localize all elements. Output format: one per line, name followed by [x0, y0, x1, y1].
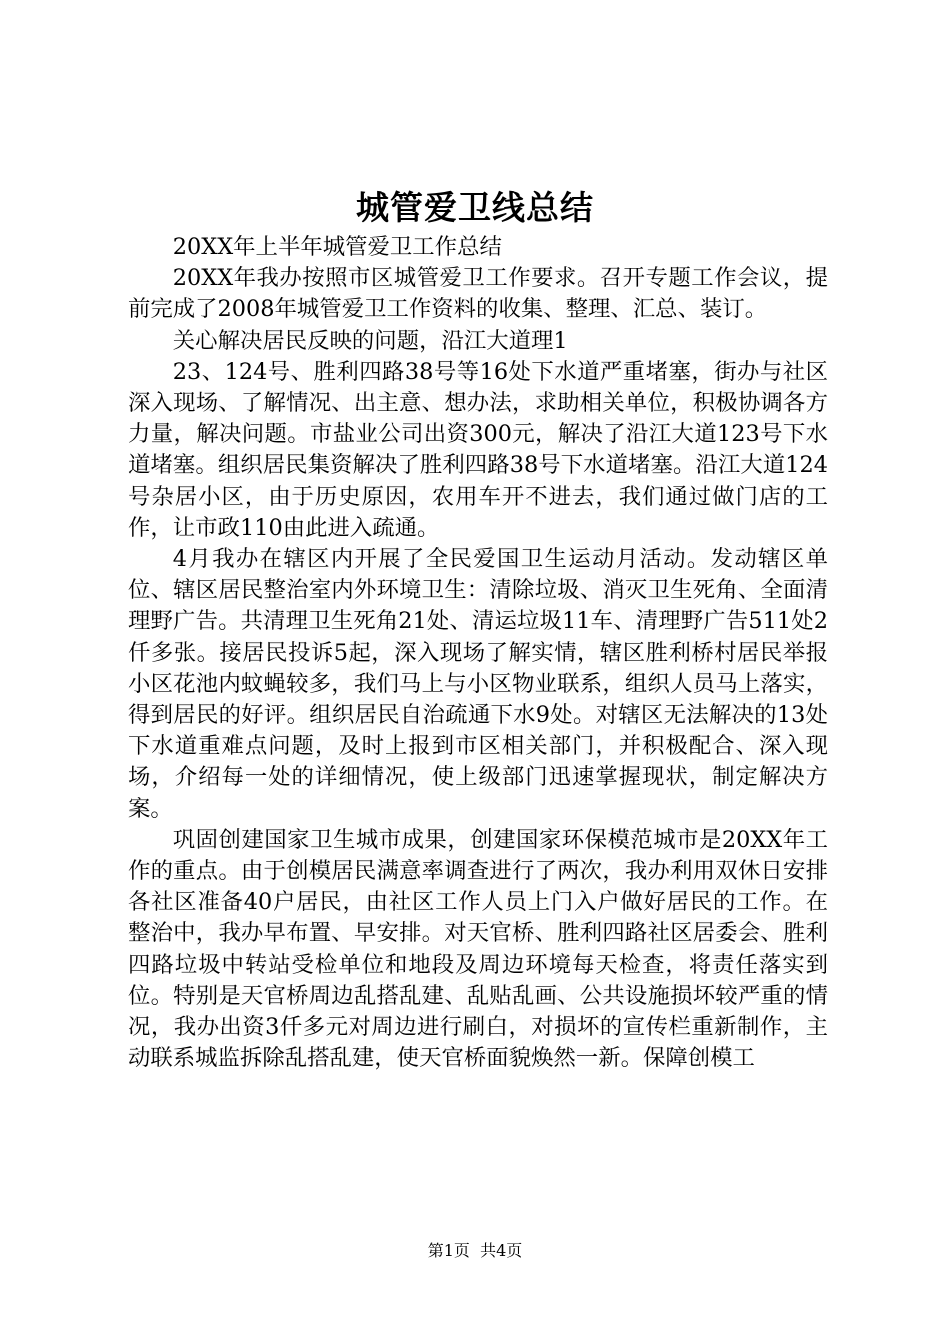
page-number: 第1页 [427, 1241, 470, 1260]
paragraph: 巩固创建国家卫生城市成果，创建国家环保模范城市是20XX年工作的重点。由于创模居民满意率调查进行了两次，我办利用双休日安排各社区准备40户居民，由社区工作人员上门入户做好居民的工作。在整治中，我办早布置、早安排。对天官桥、胜利四路社区居委会、胜利四路垃圾中转站受检单位和地段及周边环境每天检查，将责任落实到位。特别是天官桥周边乱搭乱建、乱贴乱画、公共设施损坏较严重的情况，我办出资3仟多元对周边进行刷白，对损坏的宣传栏重新制作，主动联系城监拆除乱搭乱建，使天官桥面貌焕然一新。保障创模工 [128, 826, 828, 1072]
paragraph: 关心解决居民反映的问题，沿江大道理1 [172, 327, 568, 354]
paragraph-subtitle: 20XX年上半年城管爱卫工作总结 [172, 234, 502, 260]
page-total: 共4页 [480, 1241, 523, 1260]
paragraph: 4月我办在辖区内开展了全民爱国卫生运动月活动。发动辖区单位、辖区居民整治室内外环境卫生：清除垃圾、消灭卫生死角、全面清理野广告。共清理卫生死角21处、清运垃圾11车、清理野广告511处2仟多张。接居民投诉5起，深入现场了解实情，辖区胜利桥村居民举报小区花池内蚊蝇较多，我们马上与小区物业联系，组织人员马上落实，得到居民的好评。组织居民自治疏通下水9处。对辖区无法解决的13处下水道重难点问题，及时上报到市区相关部门，并积极配合、深入现场，介绍每一处的详细情况，使上级部门迅速掌握现状，制定解决方案。 [128, 546, 828, 822]
paragraph: 20XX年我办按照市区城管爱卫工作要求。召开专题工作会议，提前完成了2008年城管爱卫工作资料的收集、整理、汇总、装订。 [128, 265, 828, 323]
paragraph: 23、124号、胜利四路38号等16处下水道严重堵塞，街办与社区深入现场、了解情况、出主意、想办法，求助相关单位，积极协调各方力量，解决问题。市盐业公司出资300元，解决了沿江大道123号下水道堵塞。组织居民集资解决了胜利四路38号下水道堵塞。沿江大道124号杂居小区，由于历史原因，农用车开不进去，我们通过做门店的工作，让市政110由此进入疏通。 [128, 358, 828, 541]
document-body [128, 232, 828, 1074]
page-footer [0, 1240, 950, 1262]
document-title: 城管爱卫线总结 [356, 188, 594, 227]
